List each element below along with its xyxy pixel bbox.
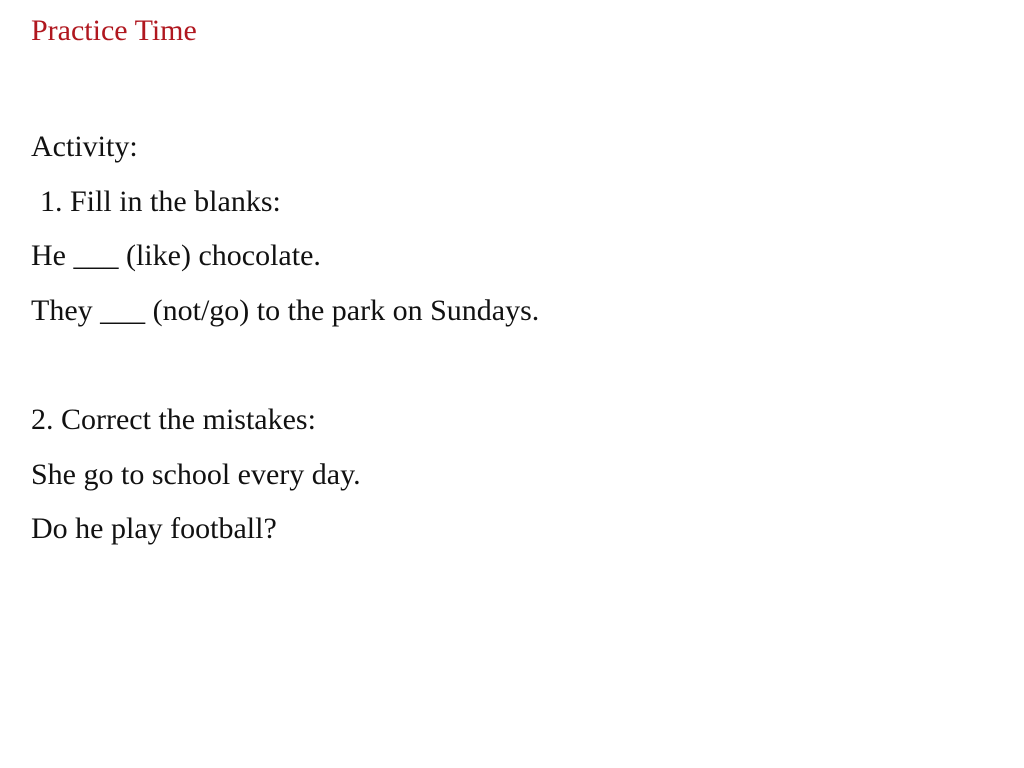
section-spacer xyxy=(31,338,991,393)
correct-mistake-item-2: Do he play football? xyxy=(31,512,277,546)
fill-blank-item-1: He ___ (like) chocolate. xyxy=(31,239,321,273)
section-1-heading: 1. Fill in the blanks: xyxy=(40,184,281,218)
activity-label: Activity: xyxy=(31,130,138,163)
slide-body xyxy=(31,120,991,557)
fill-blank-item-2: They ___ (not/go) to the park on Sundays. xyxy=(31,293,540,327)
section-2-heading: 2. Correct the mistakes: xyxy=(31,402,316,436)
correct-mistake-item-1: She go to school every day. xyxy=(31,457,361,491)
slide-title: Practice Time xyxy=(31,14,197,47)
